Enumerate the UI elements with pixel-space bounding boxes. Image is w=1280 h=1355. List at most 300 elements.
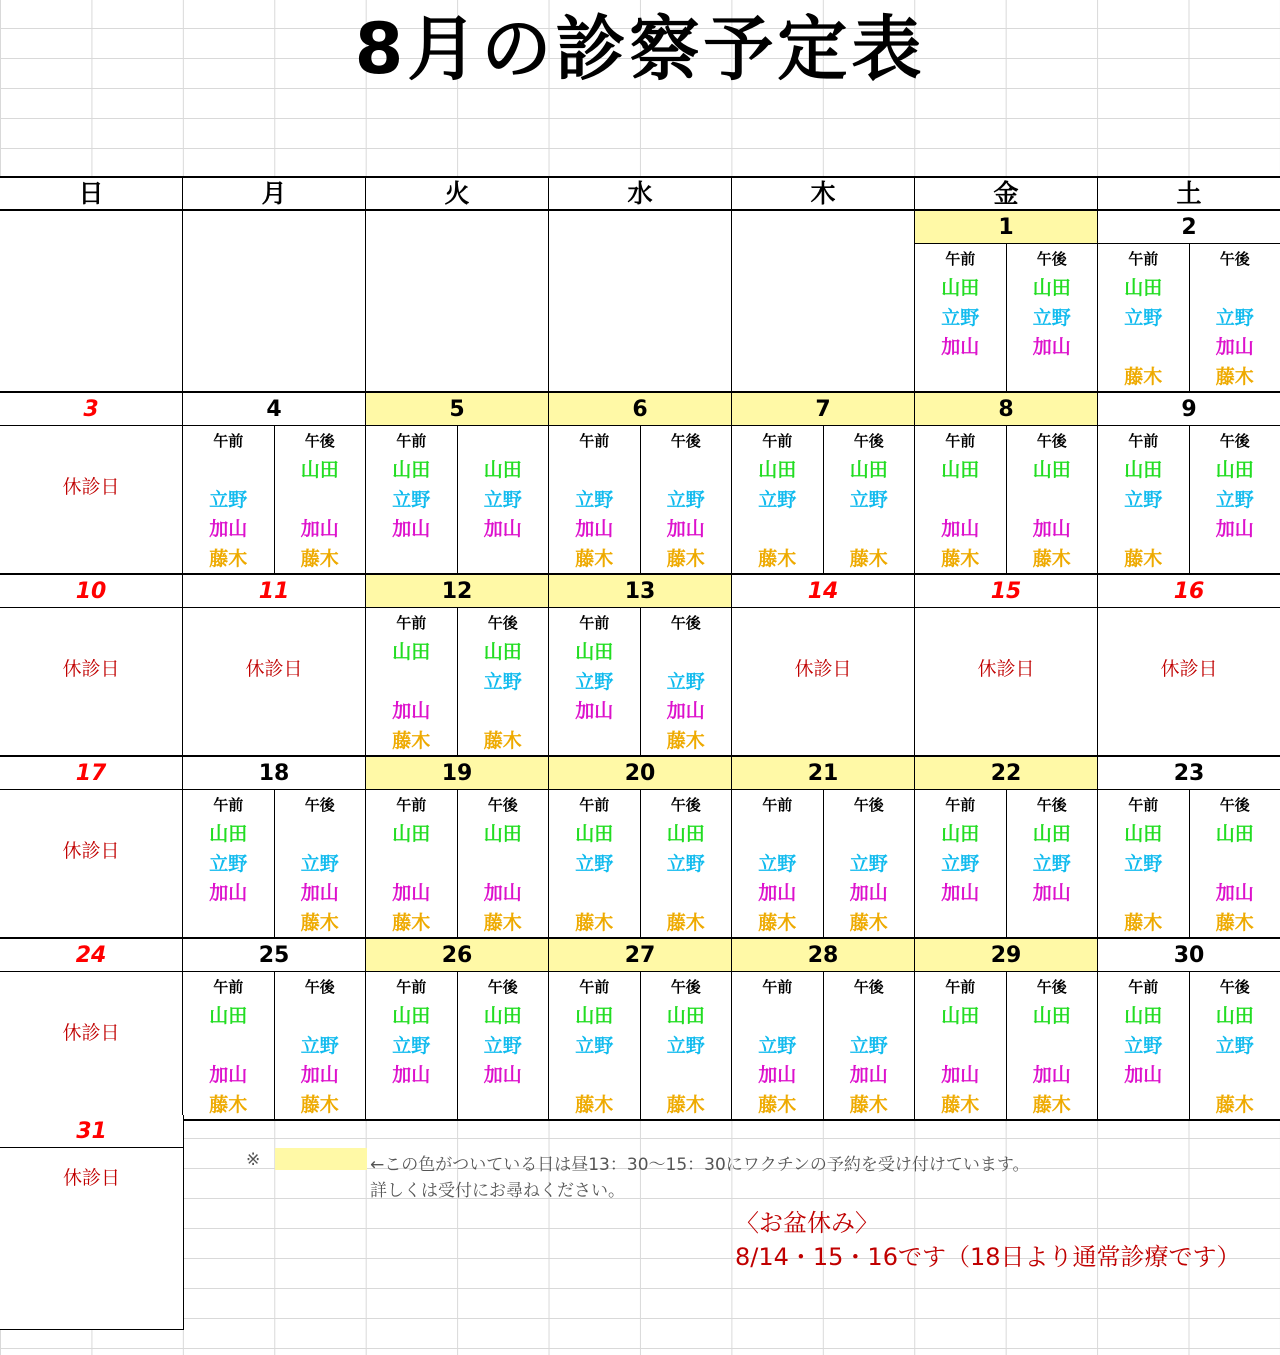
doctor-name: 山田 — [666, 823, 705, 845]
pm-column — [1006, 972, 1098, 1119]
pm-label: 午後 — [1036, 978, 1067, 996]
date-number: 18 — [183, 757, 365, 790]
weekday-header — [0, 178, 1280, 211]
doctor-name: 立野 — [392, 488, 431, 511]
date-number: 4 — [183, 393, 365, 426]
doctor-name — [183, 456, 274, 486]
doctor-name: 山田 — [1215, 823, 1254, 845]
day-body — [366, 608, 548, 755]
pm-column — [1189, 790, 1280, 937]
am-label: 午前 — [396, 432, 427, 450]
doctor-name: 山田 — [1215, 459, 1254, 481]
doctor-name: 加山 — [1215, 336, 1254, 358]
doctor-name: 山田 — [1032, 459, 1071, 481]
day-cell-27 — [549, 939, 732, 1119]
doctor-name: 立野 — [1215, 488, 1254, 511]
doctor-name: 立野 — [575, 852, 614, 875]
doctor-name: 立野 — [849, 1034, 888, 1057]
doctor-name: 立野 — [1124, 852, 1163, 875]
day-cell-22 — [915, 757, 1098, 937]
closed-label: 休診日 — [62, 1022, 120, 1044]
day-body — [549, 972, 731, 1119]
day-body — [915, 244, 1097, 391]
doctor-name: 山田 — [941, 459, 980, 481]
am-column — [366, 790, 457, 937]
weekday-6: 土 — [1176, 179, 1202, 208]
doctor-name: 山田 — [392, 1005, 431, 1027]
day-body — [732, 790, 914, 937]
doctor-name: 藤木 — [392, 729, 431, 752]
day-cell-11 — [183, 575, 366, 755]
pm-column — [457, 790, 549, 937]
doctor-name: 加山 — [300, 882, 339, 904]
am-column — [366, 608, 457, 755]
doctor-name: 山田 — [1032, 1005, 1071, 1027]
empty-day-cell — [549, 211, 732, 391]
am-column — [183, 972, 274, 1119]
doctor-name: 藤木 — [483, 911, 522, 934]
pm-label: 午後 — [487, 614, 518, 632]
doctor-name: 加山 — [666, 700, 705, 722]
day-body — [0, 790, 182, 937]
doctor-name: 立野 — [483, 1034, 522, 1057]
day-body — [366, 426, 548, 573]
doctor-name: 立野 — [758, 1034, 797, 1057]
day-cell-18 — [183, 757, 366, 937]
closed-label: 休診日 — [62, 658, 120, 680]
doctor-name: 立野 — [1215, 306, 1254, 329]
pm-column — [1006, 244, 1098, 391]
doctor-name: 山田 — [483, 641, 522, 663]
doctor-name: 山田 — [575, 641, 614, 663]
doctor-name: 加山 — [392, 882, 431, 904]
day-body — [549, 790, 731, 937]
pm-column — [640, 790, 732, 937]
week-row — [0, 757, 1280, 939]
doctor-name: 立野 — [849, 488, 888, 511]
doctor-name — [915, 1032, 1006, 1062]
day-body — [0, 426, 182, 573]
am-label: 午前 — [579, 796, 610, 814]
doctor-name: 加山 — [758, 882, 797, 904]
doctor-name — [1098, 333, 1189, 363]
doctor-name: 加山 — [1032, 1064, 1071, 1086]
doctor-name: 藤木 — [483, 729, 522, 752]
weekday-4: 木 — [732, 178, 915, 209]
day-cell-10 — [0, 575, 183, 755]
doctor-name: 山田 — [1215, 1005, 1254, 1027]
doctor-name: 藤木 — [1215, 365, 1254, 388]
doctor-name: 山田 — [209, 823, 248, 845]
doctor-name — [183, 909, 274, 939]
empty-day-cell — [732, 211, 915, 391]
date-number-vaccine: 8 — [915, 393, 1097, 426]
am-label: 午前 — [1128, 250, 1159, 268]
doctor-name: 藤木 — [666, 729, 705, 752]
doctor-name: 山田 — [209, 1005, 248, 1027]
date-number-vaccine: 1 — [915, 211, 1097, 244]
doctor-name: 立野 — [666, 670, 705, 693]
day-body — [183, 790, 365, 937]
doctor-name — [275, 820, 366, 850]
pm-label: 午後 — [304, 978, 335, 996]
doctor-name: 立野 — [1124, 488, 1163, 511]
pm-column — [1189, 426, 1280, 573]
date-number-vaccine: 26 — [366, 939, 548, 972]
doctor-name: 山田 — [941, 1005, 980, 1027]
doctor-name: 藤木 — [666, 1093, 705, 1116]
doctor-name: 立野 — [300, 1034, 339, 1057]
day-cell-6 — [549, 393, 732, 573]
pm-column — [1006, 790, 1098, 937]
doctor-name — [641, 456, 732, 486]
doctor-name: 加山 — [849, 1064, 888, 1086]
pm-column — [1189, 972, 1280, 1119]
doctor-name: 立野 — [758, 852, 797, 875]
pm-label: 午後 — [670, 614, 701, 632]
day-cell-5 — [366, 393, 549, 573]
doctor-name: 藤木 — [575, 911, 614, 934]
pm-column — [823, 972, 915, 1119]
pm-column — [1189, 244, 1280, 391]
obon-detail: 8/14・15・16です（18日より通常診療です） — [735, 1243, 1241, 1271]
pm-label: 午後 — [304, 432, 335, 450]
doctor-name: 立野 — [575, 670, 614, 693]
am-label: 午前 — [579, 614, 610, 632]
doctor-name: 山田 — [1124, 459, 1163, 481]
doctor-name: 加山 — [1124, 1064, 1163, 1086]
day-body — [1098, 790, 1280, 937]
am-column — [366, 426, 457, 573]
closed-label: 休診日 — [1160, 658, 1218, 680]
pm-column — [457, 972, 549, 1119]
empty-day-cell — [0, 211, 183, 391]
week-row — [0, 211, 1280, 393]
day-cell-8 — [915, 393, 1098, 573]
doctor-name: 立野 — [758, 488, 797, 511]
closed-label: 休診日 — [62, 840, 120, 862]
doctor-name — [366, 668, 457, 698]
note-line-1: ←この色がついている日は昼13：30～15：30にワクチンの予約を受け付けています。 — [370, 1155, 1030, 1175]
doctor-name — [641, 879, 732, 909]
date-number: 23 — [1098, 757, 1280, 790]
pm-label: 午後 — [487, 796, 518, 814]
doctor-name — [1190, 1061, 1280, 1091]
doctor-name — [366, 545, 457, 575]
doctor-name — [549, 727, 640, 757]
note-mark: ※ — [246, 1150, 261, 1170]
doctor-name: 藤木 — [941, 1093, 980, 1116]
day-cell-12 — [366, 575, 549, 755]
week-row — [0, 575, 1280, 757]
doctor-name — [1190, 274, 1280, 304]
day-body — [915, 972, 1097, 1119]
day-cell-1 — [915, 211, 1098, 391]
day-cell-3 — [0, 393, 183, 573]
day-cell-30 — [1098, 939, 1280, 1119]
pm-label: 午後 — [487, 978, 518, 996]
doctor-name: 立野 — [666, 1034, 705, 1057]
day-cell-28 — [732, 939, 915, 1119]
doctor-name — [275, 486, 366, 516]
weekday-2: 火 — [366, 178, 549, 209]
doctor-name: 山田 — [392, 641, 431, 663]
doctor-name: 山田 — [575, 1005, 614, 1027]
day-cell-31 — [0, 1115, 184, 1330]
pm-column — [640, 608, 732, 755]
doctor-name: 藤木 — [300, 547, 339, 570]
am-label: 午前 — [213, 978, 244, 996]
am-column — [1098, 790, 1189, 937]
pm-label: 午後 — [1219, 978, 1250, 996]
date-number: 16 — [1098, 575, 1280, 608]
doctor-name: 山田 — [1124, 823, 1163, 845]
doctor-name: 藤木 — [300, 1093, 339, 1116]
doctor-name: 山田 — [941, 277, 980, 299]
date-number: 31 — [0, 1115, 183, 1148]
doctor-name: 山田 — [1124, 277, 1163, 299]
day-body — [732, 608, 914, 755]
am-column — [366, 972, 457, 1119]
day-cell-7 — [732, 393, 915, 573]
pm-column — [274, 426, 366, 573]
day-cell-15 — [915, 575, 1098, 755]
doctor-name: 立野 — [575, 488, 614, 511]
day-body — [915, 426, 1097, 573]
pm-column — [823, 790, 915, 937]
date-number: 24 — [0, 939, 182, 972]
day-body — [915, 608, 1097, 755]
doctor-name: 加山 — [575, 518, 614, 540]
pm-column — [457, 426, 549, 573]
day-cell-13 — [549, 575, 732, 755]
doctor-name: 藤木 — [666, 547, 705, 570]
date-number: 11 — [183, 575, 365, 608]
am-label: 午前 — [213, 796, 244, 814]
am-column — [732, 972, 823, 1119]
pm-label — [458, 426, 549, 456]
doctor-name: 立野 — [209, 488, 248, 511]
am-column — [549, 608, 640, 755]
doctor-name: 立野 — [575, 1034, 614, 1057]
date-number-vaccine: 21 — [732, 757, 914, 790]
doctor-name — [549, 1061, 640, 1091]
date-number-vaccine: 19 — [366, 757, 548, 790]
date-number-vaccine: 22 — [915, 757, 1097, 790]
doctor-name — [549, 456, 640, 486]
obon-heading: 〈お盆休み〉 — [735, 1209, 879, 1237]
date-number-vaccine: 13 — [549, 575, 731, 608]
doctor-name: 加山 — [392, 518, 431, 540]
doctor-name: 藤木 — [849, 911, 888, 934]
day-cell-2 — [1098, 211, 1280, 391]
doctor-name — [1007, 363, 1098, 393]
day-body — [366, 790, 548, 937]
doctor-name: 立野 — [666, 488, 705, 511]
empty-day-cell — [183, 211, 366, 391]
doctor-name: 加山 — [1215, 518, 1254, 540]
date-number: 17 — [0, 757, 182, 790]
pm-column — [1006, 426, 1098, 573]
day-body — [0, 608, 182, 755]
pm-label: 午後 — [1036, 796, 1067, 814]
am-label: 午前 — [1128, 796, 1159, 814]
doctor-name: 藤木 — [1215, 911, 1254, 934]
doctor-name — [641, 638, 732, 668]
doctor-name: 加山 — [1032, 882, 1071, 904]
pm-column — [640, 972, 732, 1119]
doctor-name: 立野 — [300, 852, 339, 875]
am-column — [1098, 426, 1189, 573]
am-column — [1098, 972, 1189, 1119]
date-number: 30 — [1098, 939, 1280, 972]
doctor-name: 山田 — [1032, 277, 1071, 299]
am-label: 午前 — [213, 432, 244, 450]
doctor-name: 立野 — [1215, 1034, 1254, 1057]
doctor-name: 藤木 — [1124, 365, 1163, 388]
doctor-name: 山田 — [483, 459, 522, 481]
am-label: 午前 — [945, 432, 976, 450]
week-row — [0, 939, 1280, 1121]
date-number-vaccine: 29 — [915, 939, 1097, 972]
doctor-name: 加山 — [575, 700, 614, 722]
day-cell-26 — [366, 939, 549, 1119]
am-column — [549, 972, 640, 1119]
date-number: 25 — [183, 939, 365, 972]
pm-label: 午後 — [1036, 250, 1067, 268]
doctor-name: 藤木 — [209, 1093, 248, 1116]
am-label: 午前 — [396, 796, 427, 814]
doctor-name: 加山 — [300, 1064, 339, 1086]
date-number: 15 — [915, 575, 1097, 608]
doctor-name: 加山 — [941, 1064, 980, 1086]
date-number: 14 — [732, 575, 914, 608]
day-body — [366, 972, 548, 1119]
am-column — [915, 426, 1006, 573]
am-column — [183, 426, 274, 573]
am-label: 午前 — [762, 978, 793, 996]
doctor-name: 藤木 — [849, 1093, 888, 1116]
pm-label: 午後 — [670, 796, 701, 814]
am-column — [549, 790, 640, 937]
doctor-name — [1098, 879, 1189, 909]
doctor-name — [366, 850, 457, 880]
am-label: 午前 — [579, 432, 610, 450]
doctor-name: 山田 — [300, 459, 339, 481]
doctor-name: 山田 — [941, 823, 980, 845]
am-column — [915, 790, 1006, 937]
doctor-name — [732, 515, 823, 545]
doctor-name: 加山 — [1032, 336, 1071, 358]
doctor-name: 加山 — [1215, 882, 1254, 904]
am-label: 午前 — [762, 432, 793, 450]
doctor-name: 山田 — [392, 459, 431, 481]
calendar-weeks — [0, 211, 1280, 1121]
day-body — [1098, 972, 1280, 1119]
doctor-name: 藤木 — [209, 547, 248, 570]
doctor-name: 山田 — [575, 823, 614, 845]
am-label: 午前 — [396, 614, 427, 632]
day-cell-23 — [1098, 757, 1280, 937]
day-cell-20 — [549, 757, 732, 937]
doctor-name — [1190, 850, 1280, 880]
doctor-name: 藤木 — [1032, 1093, 1071, 1116]
doctor-name: 加山 — [209, 1064, 248, 1086]
weekday-0: 日 — [0, 178, 183, 209]
doctor-name: 立野 — [483, 670, 522, 693]
am-label: 午前 — [945, 796, 976, 814]
doctor-name: 山田 — [1124, 1005, 1163, 1027]
am-label: 午前 — [579, 978, 610, 996]
doctor-name: 山田 — [666, 1005, 705, 1027]
doctor-name: 加山 — [941, 518, 980, 540]
doctor-name: 山田 — [483, 823, 522, 845]
doctor-name: 立野 — [483, 488, 522, 511]
date-number: 2 — [1098, 211, 1280, 244]
doctor-name — [275, 1002, 366, 1032]
am-column — [732, 790, 823, 937]
doctor-name — [183, 1032, 274, 1062]
am-column — [549, 426, 640, 573]
pm-label: 午後 — [1219, 432, 1250, 450]
doctor-name: 立野 — [1124, 306, 1163, 329]
closed-label: 休診日 — [794, 658, 852, 680]
date-number-vaccine: 6 — [549, 393, 731, 426]
doctor-name: 加山 — [300, 518, 339, 540]
doctor-name — [1007, 909, 1098, 939]
am-label: 午前 — [945, 250, 976, 268]
doctor-name: 藤木 — [849, 547, 888, 570]
doctor-name — [1098, 1091, 1189, 1121]
am-column — [183, 790, 274, 937]
day-body — [549, 426, 731, 573]
doctor-name: 加山 — [483, 1064, 522, 1086]
doctor-name: 加山 — [666, 518, 705, 540]
note-line-2: 詳しくは受付にお尋ねください。 — [370, 1181, 625, 1201]
pm-label: 午後 — [670, 978, 701, 996]
day-body — [732, 426, 914, 573]
doctor-name: 藤木 — [575, 547, 614, 570]
date-number-vaccine: 5 — [366, 393, 548, 426]
date-number-vaccine: 20 — [549, 757, 731, 790]
date-number: 3 — [0, 393, 182, 426]
doctor-name — [458, 545, 549, 575]
date-number-vaccine: 7 — [732, 393, 914, 426]
am-column — [732, 426, 823, 573]
week-row — [0, 393, 1280, 575]
doctor-name: 山田 — [758, 459, 797, 481]
am-label: 午前 — [762, 796, 793, 814]
closed-label: 休診日 — [245, 658, 303, 680]
doctor-name: 加山 — [483, 518, 522, 540]
doctor-name: 加山 — [1032, 518, 1071, 540]
doctor-name — [1190, 545, 1280, 575]
closed-label: 休診日 — [62, 476, 120, 498]
day-cell-17 — [0, 757, 183, 937]
doctor-name: 藤木 — [1032, 547, 1071, 570]
doctor-name: 立野 — [941, 306, 980, 329]
day-cell-16 — [1098, 575, 1280, 755]
date-number-vaccine: 12 — [366, 575, 548, 608]
day-cell-25 — [183, 939, 366, 1119]
am-column — [915, 972, 1006, 1119]
doctor-name: 藤木 — [392, 911, 431, 934]
doctor-name — [1098, 515, 1189, 545]
doctor-name: 山田 — [392, 823, 431, 845]
doctor-name — [1007, 1032, 1098, 1062]
weekday-5: 金 — [915, 178, 1098, 209]
pm-label: 午後 — [304, 796, 335, 814]
